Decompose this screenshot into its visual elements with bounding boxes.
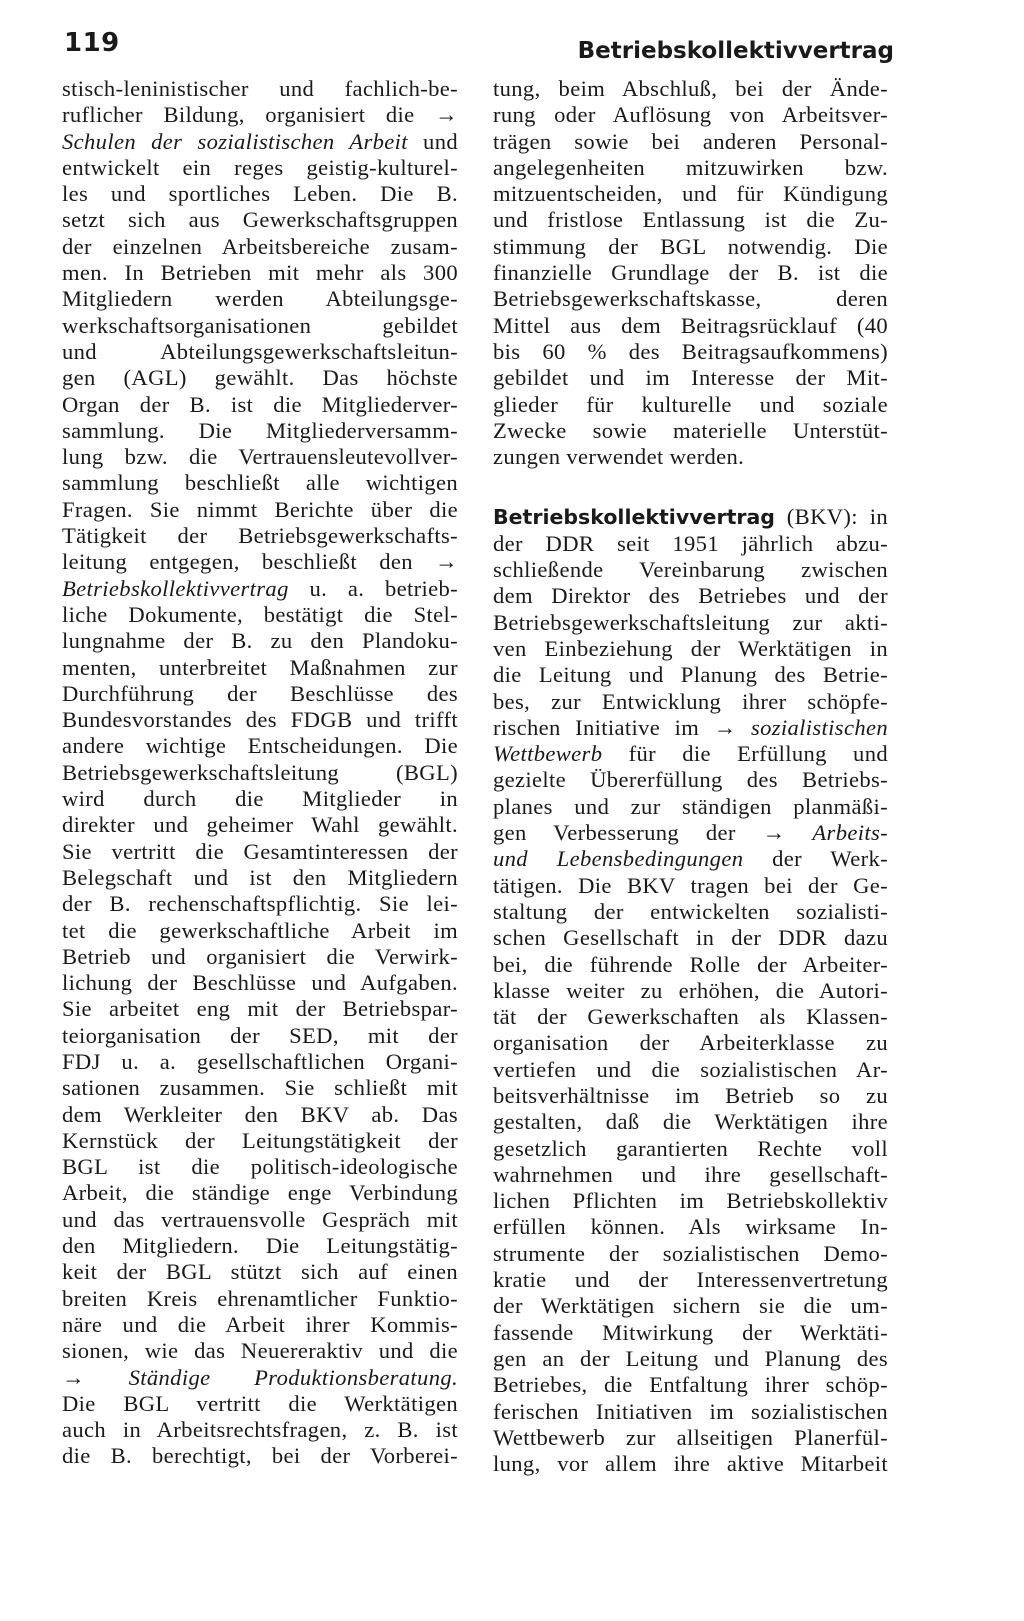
text-line: FDJ u. a. gesellschaftlichen Organi- [62,1048,458,1074]
text-line: beitsverhältnisse im Betrieb so zu [493,1082,888,1108]
text-line: gen an der Leitung und Planung des [493,1345,888,1371]
entry-head-line [493,504,888,530]
text-line: lichen Pflichten im Betriebskollektiv [493,1188,888,1214]
text-line: lungnahme der B. zu den Plandoku- [62,628,458,654]
text-line: entwickelt ein reges geistig-kulturel- [62,154,458,180]
text-line: men. In Betrieben mit mehr als 300 [62,260,458,286]
text-line: werkschaftsorganisationen gebildet [62,312,458,338]
text-line: Betriebsgewerkschaftskasse, deren [493,286,888,312]
text-line: näre und die Arbeit ihrer Kommis- [62,1311,458,1337]
text-line: Wettbewerb für die Erfüllung und [493,741,888,767]
text-line: les und sportliches Leben. Die B. [62,181,458,207]
text-line: lung bzw. die Vertrauensleutevollver- [62,444,458,470]
text-line: Betriebsgewerkschaftsleitung zur akti- [493,609,888,635]
text-line: Betrieb und organisiert die Verwirk- [62,943,458,969]
text-line: sationen zusammen. Sie schließt mit [62,1075,458,1101]
text-line: die B. berechtigt, bei der Vorberei- [62,1443,458,1469]
text-line: strumente der sozialistischen Demo- [493,1240,888,1266]
text-line: dem Werkleiter den BKV ab. Das [62,1101,458,1127]
text-line: ferischen Initiativen im sozialistischen [493,1398,888,1424]
text-line: ven Einbeziehung der Werktätigen in [493,635,888,661]
text-line: setzt sich aus Gewerkschaftsgruppen [62,207,458,233]
text-line: Schulen der sozialistischen Arbeit und [62,128,458,154]
text-line: finanzielle Grundlage der B. ist die [493,260,888,286]
text-line: kratie und der Interessenvertretung [493,1267,888,1293]
text-line: stisch-leninistischer und fachlich-be- [62,76,458,101]
text-line: gebildet und im Interesse der Mit- [493,365,888,391]
text-line: stimmung der BGL notwendig. Die [493,233,888,259]
text-line: tätigen. Die BKV tragen bei der Ge- [493,872,888,898]
text-line: die Leitung und Planung des Betrie- [493,662,888,688]
text-line: tät der Gewerkschaften als Klassen- [493,1004,888,1030]
text-line: gen (AGL) gewählt. Das höchste [62,365,458,391]
text-line: angelegenheiten mitzuwirken bzw. [493,154,888,180]
text-line: schen Gesellschaft in der DDR dazu [493,925,888,951]
text-line: Arbeit, die ständige enge Verbindung [62,1180,458,1206]
text-line: der B. rechenschaftspflichtig. Sie lei- [62,891,458,917]
text-line: den Mitgliedern. Die Leitungstätig- [62,1233,458,1259]
text-line: gesetzlich garantierten Rechte voll [493,1135,888,1161]
text-line: Mitgliedern werden Abteilungsge- [62,286,458,312]
right-column [493,76,888,1477]
text-line: → Ständige Produktionsberatung. [62,1364,458,1390]
text-line: erfüllen können. Als wirksame In- [493,1214,888,1240]
text-line: liche Dokumente, bestätigt die Stel- [62,601,458,627]
text-line: sammlung beschließt alle wichtigen [62,470,458,496]
text-line: wird durch die Mitglieder in [62,786,458,812]
text-line: lung, vor allem ihre aktive Mitarbeit [493,1451,888,1477]
text-line: rung oder Auflösung von Arbeitsver- [493,102,888,128]
text-line: Sie arbeitet eng mit der Betriebspar- [62,996,458,1022]
text-line: schließende Vereinbarung zwischen [493,557,888,583]
text-line: auch in Arbeitsrechtsfragen, z. B. ist [62,1417,458,1443]
text-line: gezielte Übererfüllung des Betriebs- [493,767,888,793]
text-line: Betriebsgewerkschaftsleitung (BGL) [62,759,458,785]
text-line: fassende Mitwirkung der Werktäti- [493,1319,888,1345]
text-line: breiten Kreis ehrenamtlicher Funktio- [62,1285,458,1311]
text-line: vertiefen und die sozialistischen Ar- [493,1056,888,1082]
text-line: gen Verbesserung der → Arbeits- [493,820,888,846]
text-line: keit der BGL stützt sich auf einen [62,1259,458,1285]
text-line: gestalten, daß die Werktätigen ihre [493,1109,888,1135]
text-line: sammlung. Die Mitgliederversamm- [62,417,458,443]
text-line: der einzelnen Arbeitsbereiche zusam- [62,233,458,259]
text-line: dem Direktor des Betriebes und der [493,583,888,609]
text-line: Tätigkeit der Betriebsgewerkschafts- [62,523,458,549]
text-line: andere wichtige Entscheidungen. Die [62,733,458,759]
running-head: Betriebskollektivvertrag [577,38,894,64]
text-line: klasse weiter zu erhöhen, die Autori- [493,977,888,1003]
text-line: glieder für kulturelle und soziale [493,391,888,417]
text-line: lichung der Beschlüsse und Aufgaben. [62,970,458,996]
text-line: Wettbewerb zur allseitigen Planerfül- [493,1424,888,1450]
text-line: menten, unterbreitet Maßnahmen zur [62,654,458,680]
text-line: rischen Initiative im → sozialistischen [493,714,888,740]
text-line: direkter und geheimer Wahl gewählt. [62,812,458,838]
text-line: staltung der entwickelten sozialisti- [493,898,888,924]
text-line: zungen verwendet werden. [493,444,745,470]
entry-lemma: Betriebskollektivvertrag [493,505,775,530]
text-line: Bundesvorstandes des FDGB und trifft [62,707,458,733]
text-line: bes, zur Entwicklung ihrer schöpfe- [493,688,888,714]
text-line: mitzuentscheiden, und für Kündigung [493,181,888,207]
text-line: ruflicher Bildung, organisiert die → [62,102,458,128]
text-line: und Abteilungsgewerkschaftsleitun- [62,338,458,364]
text-line: Mittel aus dem Beitragsrücklauf (40 [493,312,888,338]
entry-separator [493,470,888,504]
text-line: trägen sowie bei anderen Personal- [493,128,888,154]
text-line: sionen, wie das Neuereraktiv und die [62,1338,458,1364]
text-line: Sie vertritt die Gesamtinteressen der [62,838,458,864]
text-line: wahrnehmen und ihre gesellschaft- [493,1161,888,1187]
text-line: tung, beim Abschluß, bei der Ände- [493,76,888,101]
text-line: Kernstück der Leitungstätigkeit der [62,1127,458,1153]
text-line: Durchführung der Beschlüsse des [62,680,458,706]
text-line: organisation der Arbeiterklasse zu [493,1030,888,1056]
text-line: Die BGL vertritt die Werktätigen [62,1390,458,1416]
text-line: Zwecke sowie materielle Unterstüt- [493,417,888,443]
text-line: Belegschaft und ist den Mitgliedern [62,864,458,890]
left-column [62,76,458,1470]
text-line: der DDR seit 1951 jährlich abzu- [493,530,888,556]
text-line: planes und zur ständigen planmäßi- [493,793,888,819]
text-line: tet die gewerkschaftliche Arbeit im [62,917,458,943]
text-line: BGL ist die politisch-ideologische [62,1154,458,1180]
text-line: Organ der B. ist die Mitgliederver- [62,391,458,417]
text-line: und fristlose Entlassung ist die Zu- [493,207,888,233]
text-line: bei, die führende Rolle der Arbeiter- [493,951,888,977]
page-number: 119 [64,28,120,58]
text-line: und Lebensbedingungen der Werk- [493,846,888,872]
text-line: leitung entgegen, beschließt den → [62,549,458,575]
entry-head-rest: (BKV): in [775,504,888,530]
text-line: teiorganisation der SED, mit der [62,1022,458,1048]
text-line: bis 60 % des Beitragsaufkommens) [493,338,888,364]
text-line: Betriebskollektivvertrag u. a. betrieb- [62,575,458,601]
text-line: der Werktätigen sichern sie die um- [493,1293,888,1319]
text-line: Betriebes, die Entfaltung ihrer schöp- [493,1372,888,1398]
text-line: Fragen. Sie nimmt Berichte über die [62,496,458,522]
text-line: und das vertrauensvolle Gespräch mit [62,1206,458,1232]
